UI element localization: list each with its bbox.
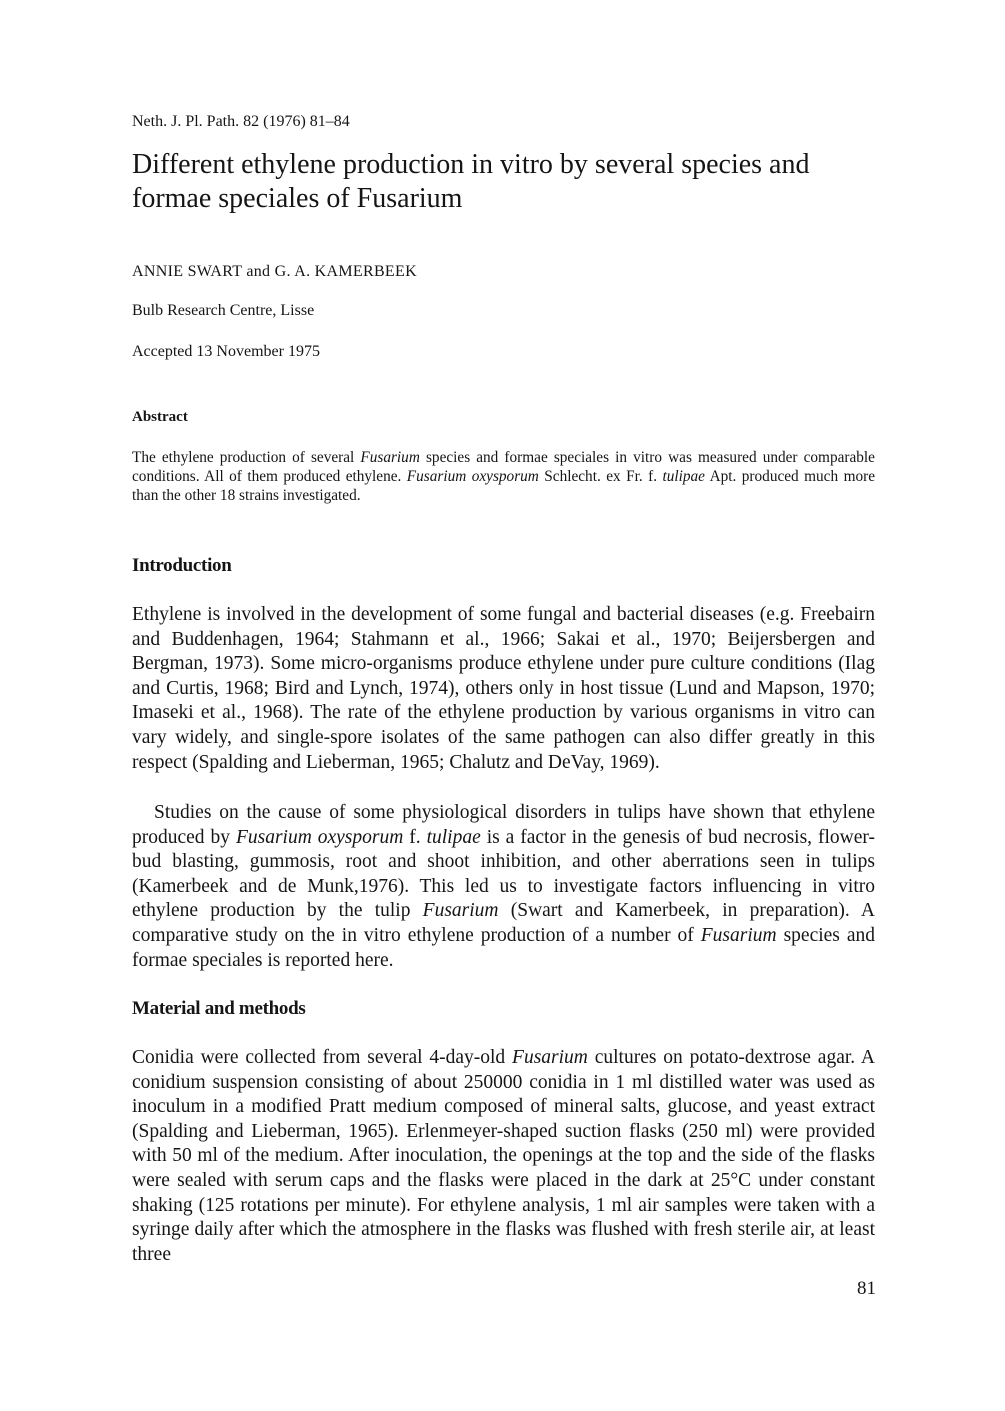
introduction-paragraph-1: Ethylene is involved in the development of some fungal and bacterial diseases (e.g. Freebairn and Buddenhagen, 1964; Stahmann et al., 1966; Sakai et al., 1970; Beijersbergen and Bergman, 1973). Some micro-organisms produce ethylene under pure culture conditions (Ilag and Curtis, 1968; Bird and Lynch, 1974), others only in host tissue (Lund and Mapson, 1970; Imaseki et al., 1968). The rate of the ethylene production by various organisms in vitro can vary widely, and single-spore isolates of the same pathogen can also differ greatly in this respect (Spalding and Lieberman, 1965; Chalutz and DeVay, 1969).: [132, 604, 875, 773]
abstract-text-run: The ethylene production of several: [132, 449, 361, 466]
introduction-heading: Introduction: [132, 555, 232, 576]
abstract-italic-run: Fusarium: [360, 449, 420, 466]
accepted-date: Accepted 13 November 1975: [132, 343, 320, 360]
paragraph-text-run: (Swart and Kamerbeek, in preparation). A comparative study on the in vitro ethylene production of a number of: [132, 900, 875, 946]
introduction-paragraph-2: [132, 801, 875, 973]
paragraph-text-run: f.: [403, 826, 427, 848]
abstract-text-run: Schlecht. ex Fr. f.: [538, 468, 663, 485]
paragraph-text-run: Studies on the cause of some physiological disorders in tulips have shown that ethylene produced by: [132, 802, 875, 848]
paragraph-italic-run: Fusarium: [700, 924, 777, 946]
paragraph-italic-run: Fusarium oxysporum: [235, 826, 404, 848]
paragraph-text-run: is a factor in the genesis of bud necrosis, flower-bud blasting, gummosis, root and shoot inhibition, and other aberrations seen in tulips (Kamerbeek and de Munk,1976). This led us to investigate factors influencing in vitro ethylene production by the tulip: [132, 826, 875, 922]
paragraph-italic-run: tulipae: [426, 826, 481, 848]
paragraph-italic-run: Fusarium: [512, 1047, 588, 1068]
abstract-text-run: species and formae speciales in vitro was measured under comparable conditions. All of them produced ethylene.: [132, 449, 875, 485]
author-list: ANNIE SWART and G. A. KAMERBEEK: [132, 263, 417, 280]
affiliation: Bulb Research Centre, Lisse: [132, 302, 315, 319]
abstract-heading: Abstract: [132, 409, 188, 425]
abstract-text-run: Apt. produced much more than the other 18 strains investigated.: [132, 468, 875, 504]
page-number: 81: [857, 1278, 876, 1299]
paper-title: Different ethylene production in vitro by several species and formae speciales of Fusarium: [132, 149, 810, 214]
abstract-text: [132, 448, 875, 505]
methods-heading: Material and methods: [132, 998, 306, 1019]
paragraph-text-run: species and formae speciales is reported here.: [132, 924, 876, 971]
paragraph-text-run: cultures on potato-dextrose agar. A conidium suspension consisting of about 250000 conidia in 1 ml distilled water was used as inoculum in a modified Pratt medium composed of mineral salts, glucose, and yeast extract (Spalding and Lieberman, 1965). Erlenmeyer-shaped suction flasks (250 ml) were provided with 50 ml of the medium. After inoculation, the openings at the top and the side of the flasks were sealed with serum caps and the flasks were placed in the dark at 25°C under constant shaking (125 rotations per minute). For ethylene analysis, 1 ml air samples were taken with a syringe daily after which the atmosphere in the flasks was flushed with fresh sterile air, at least three: [132, 1047, 875, 1265]
journal-citation: Neth. J. Pl. Path. 82 (1976) 81–84: [132, 113, 350, 130]
paragraph-text-run: Conidia were collected from several 4-day-old: [132, 1047, 513, 1068]
abstract-italic-run: Fusarium oxysporum: [406, 468, 539, 485]
paragraph-italic-run: Fusarium: [422, 900, 499, 922]
abstract-italic-run: tulipae: [662, 468, 705, 485]
methods-paragraph: [132, 1046, 875, 1267]
